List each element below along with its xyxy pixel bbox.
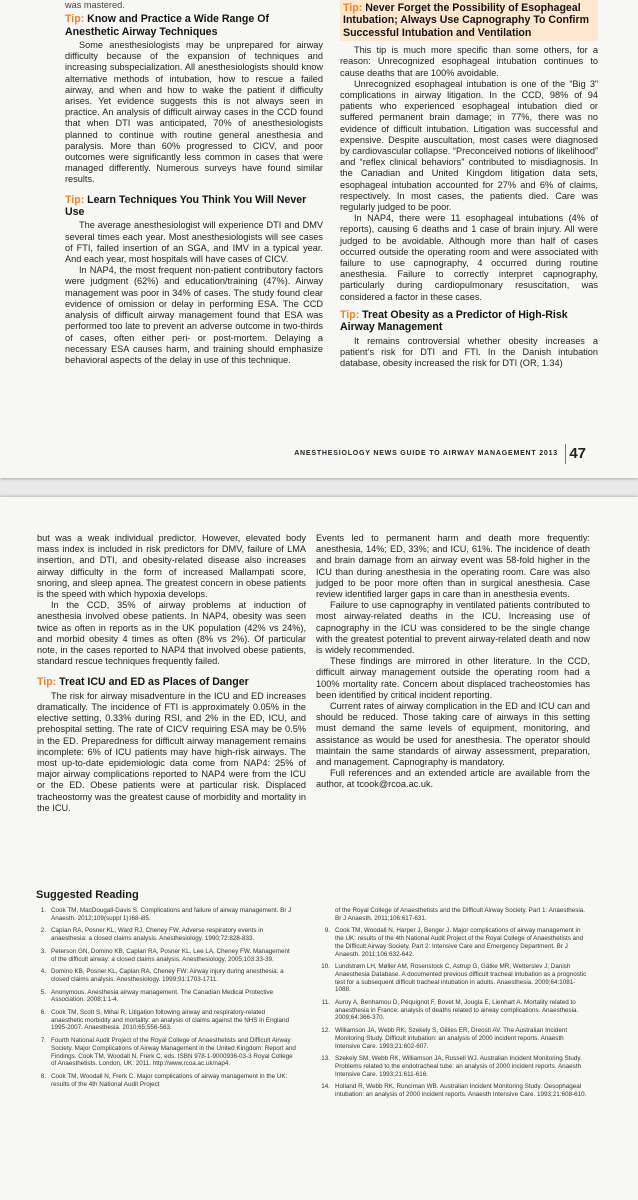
reference-number: 2. [40,927,46,935]
reference-text: Fourth National Audit Project of the Royal College of Anaesthetists and Difficult Airway Society. Major Complications of Airway Management in the United Kingdom: Report and Findings. Cook TM, Woodall N, Frerk C, eds. ISBN 978-1-9000936-03-3 Royal College of Anaesthetists. London, UK: 2011. http://www.rcoa.ac.uk/nap4. [51,1037,296,1068]
tip-label: Tip: [65,13,88,26]
reference-item [318,1083,588,1098]
tip-label: Tip: [37,676,60,689]
body-paragraph: The average anesthesiologist will experience DTI and DMV several times each year. Most anesthesiologists will see cases of FTI, failed insertion of an SGA, and IMV in a typical year. And each year, most hospitals will have cases of CICV. [65,220,323,265]
reference-item [318,907,588,922]
obesity-tip-heading [340,309,598,334]
icu-ed-tip-heading [37,676,306,688]
tip-title: Treat ICU and ED as Places of Danger [59,676,249,689]
bottom-right-column [316,533,590,791]
reference-text: Williamson JA, Webb RK, Szekely S, Gillies ER, Dreosti AV. The Australian Incident Monitoring Study. Difficult intubation: an analysis of 2000 incident reports. Anaesth Intensive Care. 1993;21:602-607. [335,1027,568,1050]
body-paragraph: These findings are mirrored in other literature. In the CCD, difficult airway management outside the operating room had a 100% mortality rate. Concern about displaced tracheostomies has been identified by critical incident reporting. [316,656,590,700]
reference-text: of the Royal College of Anaesthetists and the Difficult Airway Society. Part 1: Anaesthesia. Br J Anaesth. 2011;106:617-631. [335,907,586,922]
body-paragraph: It remains controversial whether obesity increases a patient’s risk for DTI and FTI. In the Danish intubation database, obesity increased the risk for DTI (OR, 1.34) [340,335,598,369]
tip-title: Treat Obesity as a Predictor of High-Risk Airway Management [340,308,568,334]
body-paragraph: but was a weak individual predictor. However, elevated body mass index is included in risk predictors for DMV, failure of LMA insertion, and DTI, and obesity-related disease also increases airway difficulty in the form of increased Mallampati score, snoring, and sleep apnea. The greatest concern in obese patients is the speed with which hypoxia develops. [37,533,306,600]
reference-number: 12. [321,1027,330,1035]
footer-divider [565,444,566,464]
body-paragraph: This tip is much more specific than some others, for a reason: Unrecognized esophageal intubation continues to cause deaths that are 100% avoidable. [340,45,598,78]
body-paragraph: Failure to use capnography in ventilated patients contributed to most airway-related deaths in the ICU. Increasing use of capnography in the ICU was considered to be the single change with the greatest potential to prevent airway-related death and now is widely recommended. [316,600,590,656]
reference-text: Caplan RA, Posner KL, Ward RJ, Cheney FW. Adverse respiratory events in anaesthesia: a closed claims analysis. Anesthesiology. 1990;72:828-833. [51,927,264,943]
reference-item [34,968,296,983]
body-paragraph: In NAP4, there were 11 esophageal intubations (4% of reports), causing 6 deaths and 1 case of brain injury. All were judged to be avoidable. Although more than half of cases occurred outside the operating room and were associated with failure to use capnography, 4 occurred during routine anesthesia. Failure to correctly interpret capnography, particularly during cardiopulmonary resuscitation, was considered a factor in these cases. [340,213,598,302]
body-paragraph: Events led to permanent harm and death more frequently: anesthesia, 14%; ED, 33%; and ICU, 61%. The incidence of death and brain damage from an airway event was 58-fold higher in the ICU than during anesthesia in the operating room. Care was also judged to be poor more often than in surgical anesthesia. Case review identified larger gaps in care than in anesthesia events. [316,533,590,600]
tip-title: Never Forget the Possibility of Esophageal Intubation; Always Use Capnography To Confirm Successful Intubation and Ventilation [343,2,590,39]
capnography-tip-heading [343,2,594,39]
reference-item [318,999,588,1022]
left-column-fragment: was mastered. [65,0,125,10]
reference-text: Peterson GN, Domino KB, Caplan RA, Posner KL, Lee LA, Cheney FW. Management of the difficult airway: a closed claims analysis. Anesthesiology. 2005;103:33-39. [51,947,290,963]
reference-text: Auroy A, Benhamou D, Péquignot F, Bovet M, Jougla E, Lienhart A. Mortality related to anaesthesia in France: analysis of deaths related to airway complications. Anaesthesia. 2009;64:366-370. [335,999,579,1022]
footer-publication-title: ANESTHESIOLOGY NEWS GUIDE TO AIRWAY MANAGEMENT 2013 [294,450,558,457]
anesthetic-techniques-tip-heading [65,13,323,38]
reference-text: Cook TM, Woodall N, Frerk C. Major complications of airway management in the UK: results of the 4th National Audit Project [51,1072,288,1088]
reference-item [34,989,296,1004]
page-47 [0,0,638,478]
body-paragraph: In NAP4, the most frequent non-patient contributory factors were judgment (62%) and education/training (47%). Airway management was poor in 34% of cases. The study found clear evidence of omission or delay in performing ESA. The CCD analysis of difficult airway management found that ESA was performed too late to prevent an adverse outcome in two-thirds of cases, often either peri- or post-mortem. Delaying a necessary ESA causes harm, and training should emphasize behavioral aspects of the delay in use of this technique. [65,265,323,365]
tip-label: Tip: [343,2,363,14]
reference-item [34,1009,296,1032]
learn-techniques-tip-heading [65,194,323,219]
body-paragraph: In the CCD, 35% of airway problems at induction of anesthesia involved obese patients. In NAP4, obesity was seen twice as often in reports as in the UK population (42% vs 24%), and morbid obesity 4 times as often (8% vs 2%). Of particular note, in the cases reported to NAP4 that involved obese patients, standard rescue techniques frequently failed. [37,600,306,667]
tip-title: Know and Practice a Wide Range Of Anesthetic Airway Techniques [65,13,269,38]
reference-number: 1. [40,907,46,914]
body-paragraph: Some anesthesiologists may be unprepared for airway difficulty because of the expansion of techniques and increasing subspecialization. All anesthesiologists should know alternative methods of intubation, how to rescue a failed airway, and when and how to wake the patient if difficulty arises. Yet evidence suggests this is not always seen in practice. An analysis of difficult airway cases in the CCD found that when DTI was anticipated, 70% of anesthesiologists planned to continue with routine general anesthesia and paralysis. More than 60% progressed to CICV, and poor outcomes were significantly less common in cases that were managed differently. Numerous surveys have found similar results. [65,40,323,185]
tip-label: Tip: [340,308,363,321]
tip-label: Tip: [65,193,88,206]
reference-text: Holland R, Webb RK, Runciman WB. Australian Incident Monitoring Study. Oesophageal intubation: an analysis of 2000 incident reports. Anaesth Intensive Care. 1993;21:608-610. [335,1083,587,1099]
reference-number: 7. [40,1037,46,1045]
reference-number: 4. [40,968,46,976]
capnography-tip-box [340,0,598,41]
reference-number: 13. [321,1055,330,1063]
bottom-left-column [37,533,306,814]
body-paragraph: Full references and an extended article are available from the author, at tcook@rcoa.ac.uk. [316,768,590,790]
reference-text: Cook TM, MacDougall-Davis S. Complications and failure of airway management. Br J Anaesth. 2012;109(suppl 1):i68-i85. [51,907,292,922]
top-left-column [65,0,323,366]
top-right-column [340,0,598,369]
reference-item [34,948,296,963]
body-paragraph: Current rates of airway complication in the ED and ICU can and should be reduced. Those taking care of airways in this setting must demand the same levels of equipment, monitoring, and assistance as would be used for anesthesia. The operator should maintain the same standards of airway assessment, preparation, and management. Capnography is mandatory. [316,701,590,768]
reference-text: Szekely SM, Webb RK, Williamson JA, Russell WJ. Australian Incident Monitoring Study. Problems related to the endotracheal tube: an analysis of 2000 incident reports. Anaesth Intensive Care. 1993;21:611-616. [335,1055,582,1078]
reference-item [34,927,296,942]
references-left-list [34,907,296,1093]
reference-text: Domino KB, Posner KL, Caplan RA, Cheney FW: Airway injury during anesthesia: a closed claims analysis. Anesthesiology. 1999;91:1703-1711. [51,968,284,983]
reference-text: Cook TM, Scott S, Mihai R. Litigation following airway and respiratory-related anaesthetic morbidity and mortality: an analysis of claims against the NHS in England 1995-2007. Anaesthesia. 2010;65:556-563. [51,1009,290,1032]
reference-item [318,927,588,958]
reference-number: 9. [324,927,330,935]
references-right-list [318,907,588,1104]
reference-text: Lundstrøm LH, Møller AM, Rosenstock C, Astrup G, Gätke MR, Wetterslev J; Danish Anaesthesia Database. A documented previous difficult tracheal intubation as a prognostic test for a subsequent difficult tracheal intubation in adults. Anaesthesia. 2009;64:1081-1088. [335,963,587,994]
page-number: 47 [569,445,586,462]
page-48 [0,497,638,1200]
reference-item [318,1027,588,1050]
reference-text: Cook TM, Woodall N, Harper J, Benger J. Major complications of airway management in the UK: results of the 4th National Audit Project of the Royal College of Anaesthetists and the Difficult Airway Society. Part 2: Intensive Care and Emergency Department. Br J Anaesth. 2011;106:632-642. [335,927,584,958]
reference-item [34,1037,296,1068]
reference-number: 6. [40,1009,46,1017]
reference-item [34,907,296,922]
reference-text: Anonymous. Anesthesia airway management. The Canadian Medical Protective Association. 2008;1:1-4. [51,988,274,1004]
tip-title: Learn Techniques You Think You Will Never Use [65,193,307,219]
reference-number: 8. [40,1072,46,1080]
suggested-reading-heading: Suggested Reading [36,889,139,901]
body-paragraph: Unrecognized esophageal intubation is one of the “Big 3” complications in airway litigation. In the CCD, 98% of 94 patients who experienced esophageal intubation died or suffered permanent brain damage; in 77%, there was no evidence of difficult intubation. Litigation was successful and expensive. Despite auscultation, most cases were diagnosed by cardiovascular collapse. “Preconceived notions of likelihood” and “reflex clinical behaviors” contributed to misdiagnosis. In the Canadian and United Kingdom litigation data sets, esophageal intubation accounted for 27% and 6% of claims, respectively. In most cases, the patients died. Care was regularly judged to be poor. [340,78,598,213]
body-paragraph: The risk for airway misadventure in the ICU and ED increases dramatically. The incidence of FTI is approximately 0.05% in the elective setting, 0.33% during RSI, and 2% in the ED, ICU, and prehospital setting. The rate of CICV requiring ESA may be 0.5% in the ED. Preparedness for difficult airway management remains incomplete: 6% of ICU patients may have high-risk airways. The most up-to-date epidemiologic data come from NAP4: 25% of major airway complications reported to NAP4 were from the ICU or the ED. Obese patients were at particular risk. Displaced tracheostomy was the greatest cause of morbidity and mortality in the ICU. [37,690,306,813]
reference-number: 14. [321,1083,330,1091]
reference-number: 11. [321,999,330,1007]
reference-number [318,907,330,922]
reference-number: 10. [321,963,330,971]
reference-item [318,963,588,994]
reference-number: 3. [40,947,46,955]
page-footer [0,444,638,466]
reference-item [318,1055,588,1078]
reference-number: 5. [40,988,46,996]
reference-item [34,1073,296,1088]
